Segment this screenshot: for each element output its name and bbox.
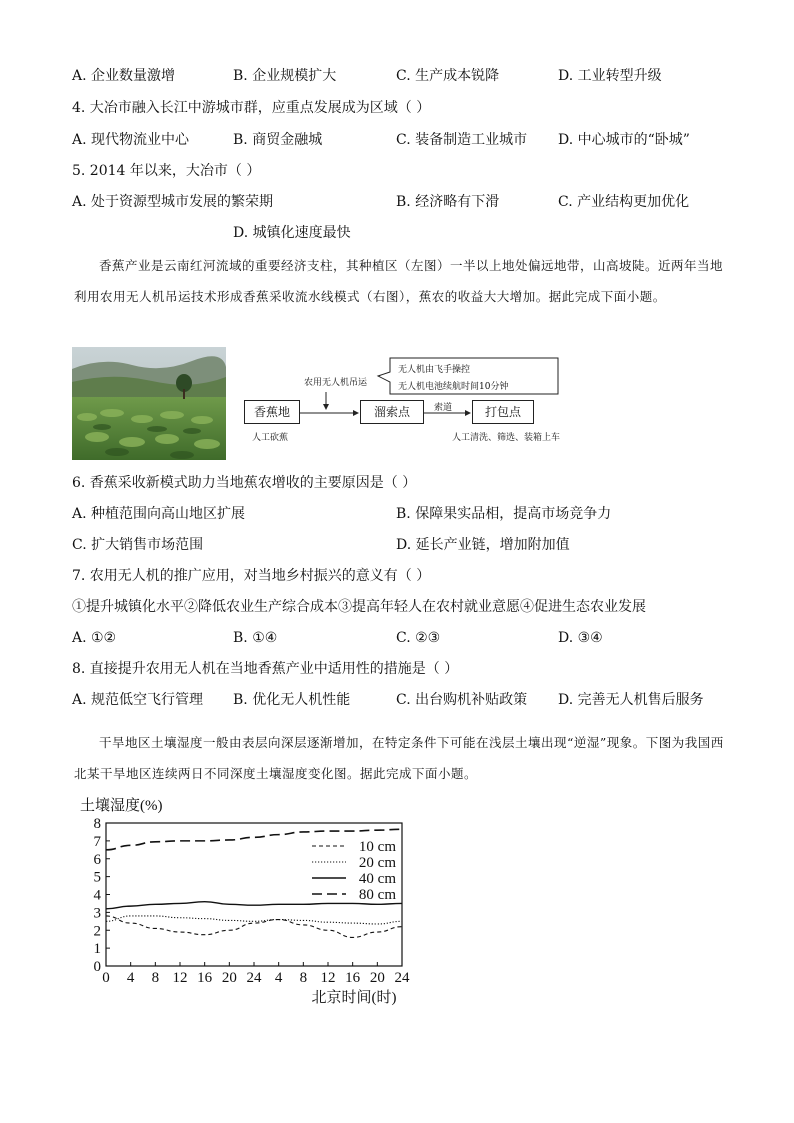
x-tick-label: 24 [394, 970, 410, 986]
q8-option-d[interactable]: D. 完善无人机售后服务 [558, 692, 704, 708]
series-line-10cm [106, 916, 402, 937]
q4-option-d[interactable]: D. 中心城市的“卧城” [558, 132, 690, 148]
banana-passage: 香蕉产业是云南红河流域的重要经济支柱，其种植区（左图）一半以上地处偏远地带，山高坡陡。近两年当地利用农用无人机吊运技术形成香蕉采收流水线模式（右图），蕉农的收益大大增加。据此完成下面小题。 [74, 258, 724, 304]
q4-stem: 4. 大冶市融入长江中游城市群，应重点发展成为区域（ ） [72, 100, 431, 116]
cableway-label: 索道 [434, 403, 453, 413]
q6-option-c[interactable]: C. 扩大销售市场范围 [72, 537, 204, 553]
q6-option-b[interactable]: B. 保障果实品相，提高市场竞争力 [396, 506, 612, 522]
q3-option-a[interactable]: A. 企业数量激增 [72, 68, 176, 84]
y-tick-label: 4 [93, 887, 101, 904]
plot-frame [106, 823, 402, 966]
q7-stem: 7. 农用无人机的推广应用，对当地乡村振兴的意义有（ ） [72, 568, 431, 584]
node-zipline-point: 溜索点 [360, 400, 424, 424]
legend-label: 20 cm [358, 855, 396, 871]
node-banana-field: 香蕉地 [244, 400, 300, 424]
x-tick-label: 4 [274, 970, 283, 986]
q7-option-d[interactable]: D. ③④ [558, 630, 603, 646]
y-tick-label: 0 [93, 959, 101, 975]
drone-note-line2: 无人机电池续航时间10分钟 [398, 382, 509, 392]
q6-option-d[interactable]: D. 延长产业链，增加附加值 [396, 537, 570, 553]
q8-stem: 8. 直接提升农用无人机在当地香蕉产业中适用性的措施是（ ） [72, 661, 459, 677]
drone-lift-label: 农用无人机吊运 [304, 378, 368, 388]
legend-label: 80 cm [358, 887, 396, 903]
q6-stem: 6. 香蕉采收新模式助力当地蕉农增收的主要原因是（ ） [72, 475, 417, 491]
x-tick-label: 12 [172, 970, 188, 986]
series-line-40cm [106, 902, 402, 909]
x-tick-label: 20 [369, 970, 385, 986]
q5-option-b[interactable]: B. 经济略有下滑 [396, 194, 500, 210]
x-tick-label: 0 [102, 970, 110, 986]
y-tick-label: 8 [93, 816, 101, 832]
q5-option-c[interactable]: C. 产业结构更加优化 [558, 194, 690, 210]
x-tick-label: 16 [197, 970, 213, 986]
series-line-20cm [106, 916, 402, 924]
manual-cutting-label: 人工砍蕉 [252, 433, 289, 443]
x-tick-label: 12 [320, 970, 336, 986]
q6-option-a[interactable]: A. 种植范围向高山地区扩展 [72, 506, 246, 522]
q4-option-a[interactable]: A. 现代物流业中心 [72, 132, 190, 148]
q4-option-c[interactable]: C. 装备制造工业城市 [396, 132, 528, 148]
y-tick-label: 5 [93, 869, 101, 886]
banana-plantation-photo [72, 347, 226, 460]
q7-option-a[interactable]: A. ①② [72, 630, 117, 646]
node-packing-point: 打包点 [472, 400, 534, 424]
x-tick-label: 24 [246, 970, 262, 986]
drone-note-line1: 无人机由飞手操控 [398, 365, 471, 375]
q5-option-d[interactable]: D. 城镇化速度最快 [233, 225, 351, 241]
q7-option-c[interactable]: C. ②③ [396, 630, 441, 646]
x-tick-label: 20 [221, 970, 237, 986]
soil-moisture-chart [76, 796, 416, 1011]
q8-option-a[interactable]: A. 规范低空飞行管理 [72, 692, 204, 708]
legend-label: 40 cm [358, 871, 396, 887]
harvest-flow-diagram [240, 352, 570, 448]
x-tick-label: 8 [151, 970, 160, 986]
q5-stem: 5. 2014 年以来，大冶市（ ） [72, 163, 261, 179]
x-axis-label: 北京时间(时) [311, 990, 397, 1006]
q7-statements: ①提升城镇化水平②降低农业生产综合成本③提高年轻人在农村就业意愿④促进生态农业发展 [72, 599, 646, 615]
q4-option-b[interactable]: B. 商贸金融城 [233, 132, 323, 148]
soil-moisture-passage: 干旱地区土壤湿度一般由表层向深层逐渐增加，在特定条件下可能在浅层土壤出现“逆湿”现象。下图为我国西北某干旱地区连续两日不同深度土壤湿度变化图。据此完成下面小题。 [74, 735, 724, 781]
q3-option-c[interactable]: C. 生产成本锐降 [396, 68, 500, 84]
y-tick-label: 3 [93, 905, 101, 922]
legend-label: 10 cm [358, 839, 396, 855]
x-tick-label: 4 [126, 970, 135, 986]
y-tick-label: 2 [93, 923, 101, 940]
q3-option-d[interactable]: D. 工业转型升级 [558, 68, 662, 84]
series-line-80cm [106, 829, 402, 850]
q8-option-b[interactable]: B. 优化无人机性能 [233, 692, 351, 708]
q8-option-c[interactable]: C. 出台购机补贴政策 [396, 692, 528, 708]
y-axis-label: 土壤湿度(%) [80, 798, 163, 814]
y-tick-label: 6 [93, 851, 101, 868]
y-tick-label: 1 [93, 941, 101, 958]
q3-option-b[interactable]: B. 企业规模扩大 [233, 68, 337, 84]
manual-processing-label: 人工清洗、筛选、装箱上车 [452, 433, 561, 443]
q7-option-b[interactable]: B. ①④ [233, 630, 278, 646]
y-tick-label: 7 [93, 833, 101, 850]
x-tick-label: 16 [345, 970, 361, 986]
q5-option-a[interactable]: A. 处于资源型城市发展的繁荣期 [72, 194, 274, 210]
x-tick-label: 8 [299, 970, 308, 986]
